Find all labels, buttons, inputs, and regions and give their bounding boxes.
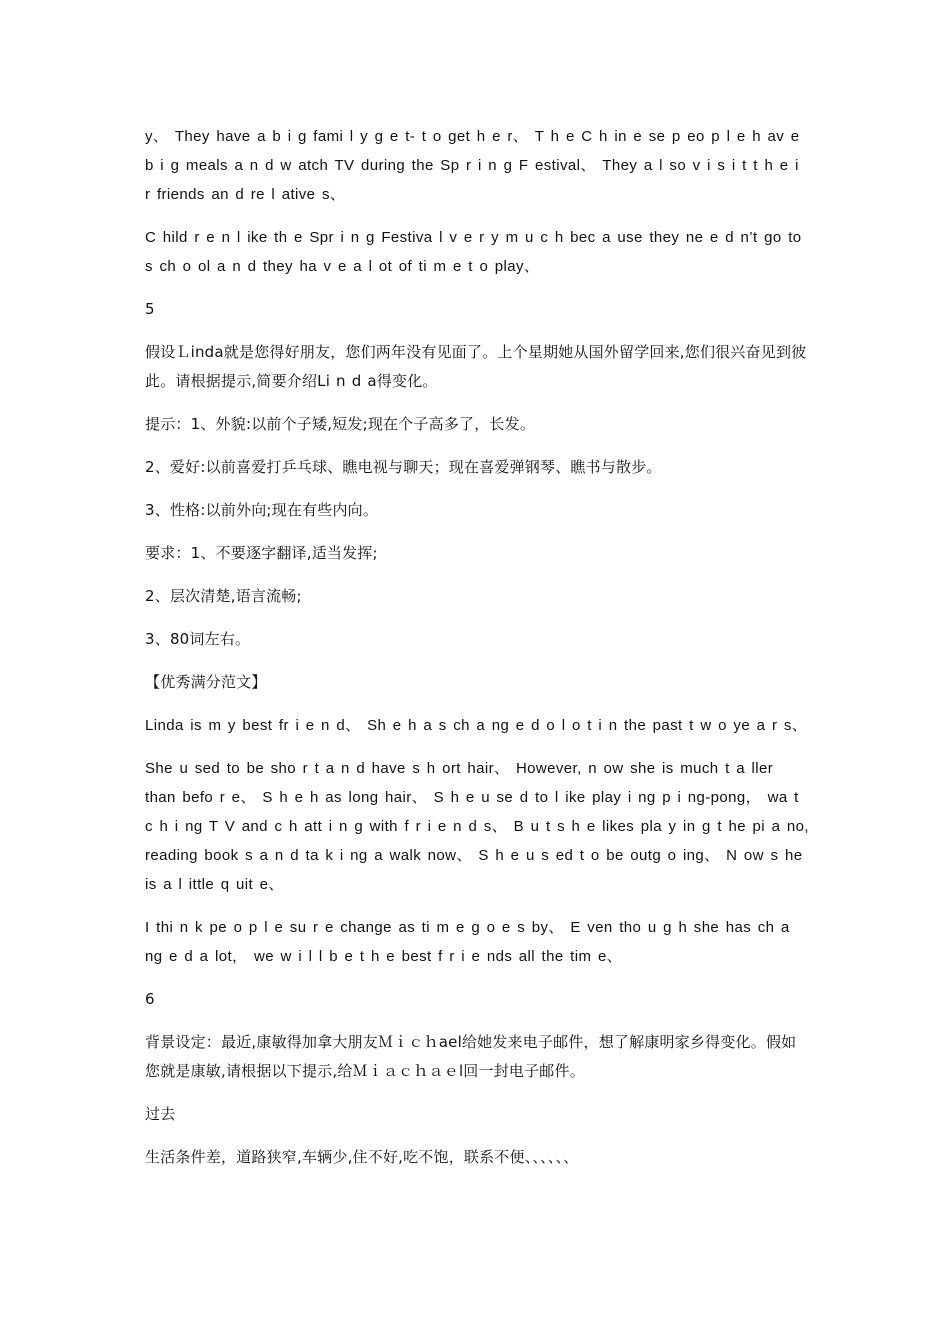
document-page [145, 122, 810, 1186]
requirement-2: 2、层次清楚,语言流畅; [145, 587, 302, 605]
essay-paragraph-1: Linda is m y best fr i e n d、 Sh e h a s ch a ng e d o l o t i n the past t w o ye a r s、 [145, 717, 808, 734]
section-number-6: 6 [145, 990, 155, 1008]
requirement-1: 要求：1、不要逐字翻译,适当发挥; [145, 544, 378, 562]
requirement-3: 3、80词左右。 [145, 630, 251, 648]
sample-essay-heading: 【优秀满分范文】 [145, 673, 267, 691]
paragraph-past-conditions: 生活条件差，道路狭窄,车辆少,住不好,吃不饱，联系不便、、、、、、 [145, 1148, 579, 1166]
hint-appearance: 提示：1、外貌:以前个子矮,短发;现在个子高多了，长发。 [145, 415, 536, 433]
hint-hobbies: 2、爱好:以前喜爱打乒乓球、瞧电视与聊天；现在喜爱弹钢琴、瞧书与散步。 [145, 458, 662, 476]
paragraph-task-kangmin: 背景设定：最近,康敏得加拿大朋友Ｍｉｃｈael给她发来电子邮件，想了解康明家乡得变化。假如您就是康敏,请根据以下提示,给Ｍｉａｃｈａｅl回一封电子邮件。 [145, 1033, 797, 1080]
essay-paragraph-2: She u sed to be sho r t a n d have s h ort hair、 However, n ow she is much t a ller than befo r e、 S h e h as long hair、 S h e u se d to l ike play i ng p i ng-pong， wa t c h i ng T V and c h att i n g with f r i e n d s、 B u t s h e likes pla y in g t he pi a no, reading book s a n d ta k i ng a walk now、 S h e u s ed t o be outg o ing、 N ow s he is a l ittle q uit e、 [145, 760, 809, 893]
hint-personality: 3、性格:以前外向;现在有些内向。 [145, 501, 379, 519]
section-number-5: 5 [145, 300, 155, 318]
paragraph-task-linda: 假设Ｌinda就是您得好朋友，您们两年没有见面了。上个星期她从国外留学回来,您们很兴奋见到彼此。请根据提示,简要介绍Li n d a得变化。 [145, 343, 807, 390]
essay-paragraph-3: I thi n k pe o p l e su r e change as ti m e g o e s by、 E ven tho u g h she has ch a ng e d a lot， we w i l l b e t h e best f r i e nds all the tim e、 [145, 919, 790, 965]
paragraph-spring-festival-activities: y、 They have a b i g fami l y g e t- t o get h e r、 T h e C h in e se p eo p l e h av e b i g meals a n d w atch TV during the Sp r i n g F estival、 They a l so v i s i t t h e i r friends an d re l ative s、 [145, 128, 800, 203]
paragraph-children-like-festival: C hild r e n l ike th e Spr i n g Festiva l v e r y m u c h bec a use they ne e d n’t go to s ch o ol a n d they ha v e a l ot of ti m e t o play、 [145, 229, 802, 275]
heading-past: 过去 [145, 1105, 176, 1123]
